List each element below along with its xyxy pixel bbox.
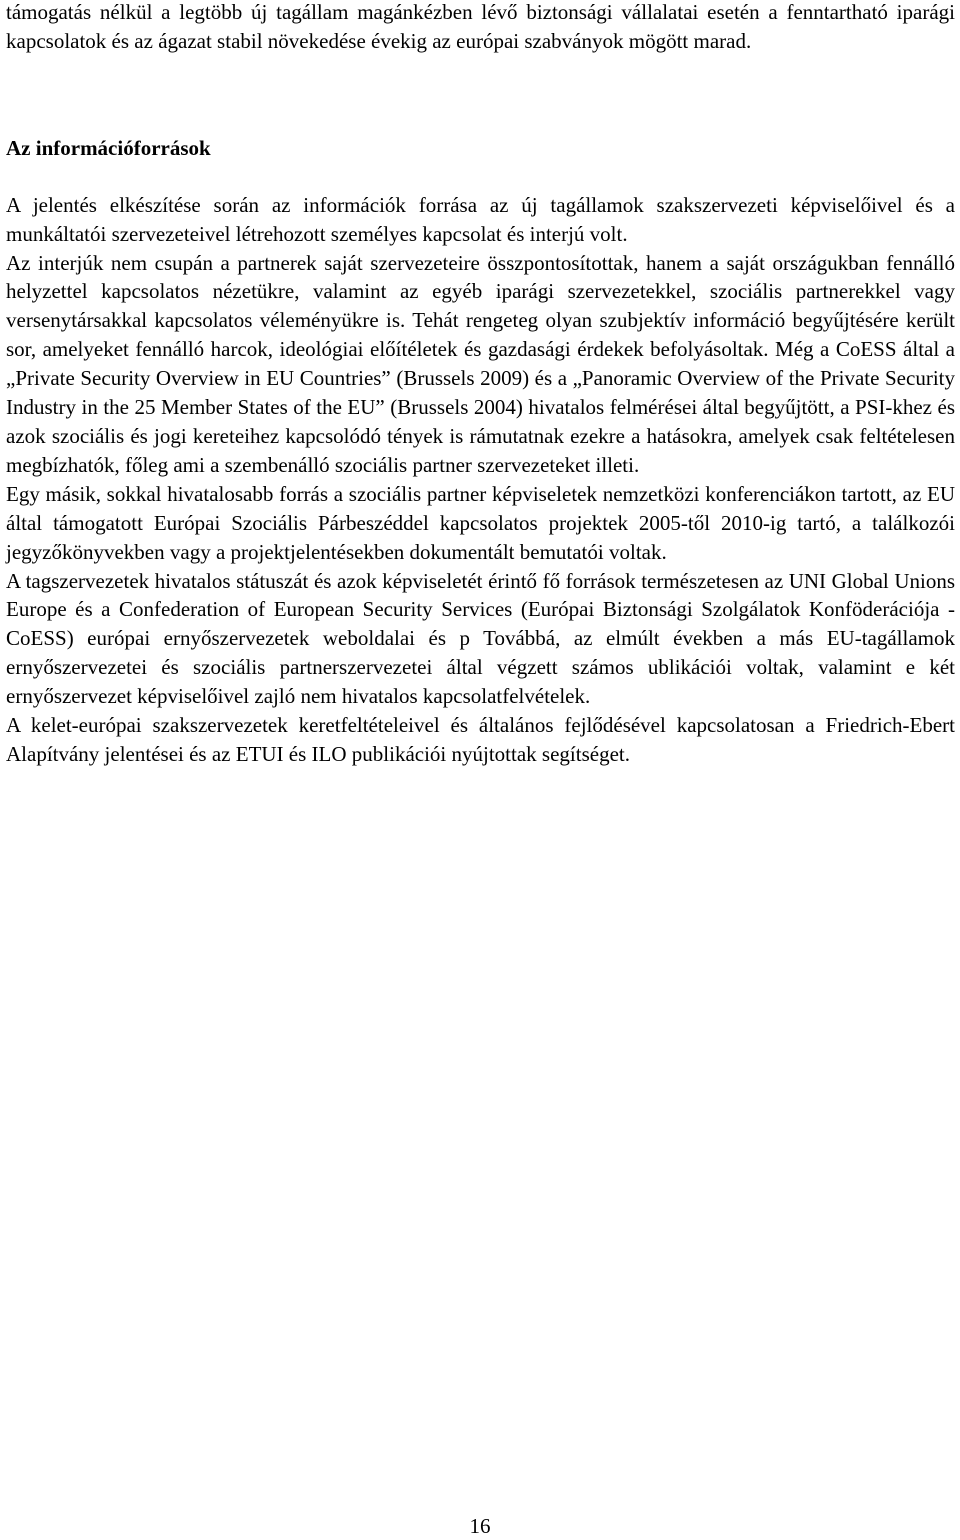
paragraph-continuation: támogatás nélkül a legtöbb új tagállam magánkézben lévő biztonsági vállalatai esetén a fenntartható iparági kapcsolatok és az ágazat stabil növekedése évekig az európai szabványok mögött marad.	[6, 0, 955, 53]
section-intro-paragraph: A jelentés elkészítése során az információk forrása az új tagállamok szakszervezeti képviselőivel és a munkáltatói szervezeteivel létrehozott személyes kapcsolat és interjú volt.	[6, 192, 955, 246]
body-paragraph-eastern-europe: A kelet-európai szakszervezetek keretfeltételeivel és általános fejlődésével kapcsolatosan a Friedrich-Ebert Alapítvány jelentései és az ETUI és ILO publikációi nyújtottak segítséget.	[6, 713, 955, 766]
body-paragraph-official-source: Egy másik, sokkal hivatalosabb forrás a szociális partner képviseletek nemzetközi konferenciákon tartott, az EU által támogatott Európai Szociális Párbeszéddel kapcsolatos projektek 2005-től 2010-ig tartó, a találkozói jegyzőkönyvekben vagy a projektjelentésekben dokumentált bemutatói voltak.	[6, 481, 955, 564]
body-paragraph-interviews: Az interjúk nem csupán a partnerek saját szervezeteire összpontosítottak, hanem a saját országukban fennálló helyzettel kapcsolatos nézetükre, valamint az egyéb iparági szervezetekkel, szociális partnerekkel vagy versenytársakkal kapcsolatos véleményükre is. Tehát rengeteg olyan szubjektív információ begyűjtésére került sor, amelyeket fennálló harcok, ideológiai előítéletek és gazdasági érdekek befolyásoltak. Még a CoESS által a „Private Security Overview in EU Countries” (Brussels 2009) és a „Panoramic Overview of the Private Security Industry in the 25 Member States of the EU” (Brussels 2004) hivatalos felmérései által begyűjtött, a PSI-khez és azok szociális és jogi kereteihez kapcsolódó tények is rámutatnak ezekre a hatásokra, amelyek csak feltételesen megbízhatók, főleg ami a szembenálló szociális partner szervezeteket illeti.	[6, 250, 955, 477]
section-heading: Az információforrások	[6, 135, 211, 160]
spacer	[6, 56, 955, 134]
page-number: 16	[469, 1514, 491, 1538]
body-paragraph-member-status: A tagszervezetek hivatalos státuszát és azok képviseletét érintő fő források természetesen az UNI Global Unions Europe és a Confederation of European Security Services (Európai Biztonsági Szolgálatok Konföderációja - CoESS) európai ernyőszervezetek weboldalai és p Továbbá, az elmúlt években a más EU-tagállamok ernyőszervezetei és szociális partnerszervezetei által végzett számos ublikációi voltak, valamint e két ernyőszervezet képviselőivel zajló nem hivatalos kapcsolatfelvételek.	[6, 568, 955, 709]
document-page	[6, 0, 955, 769]
spacer	[6, 163, 955, 191]
